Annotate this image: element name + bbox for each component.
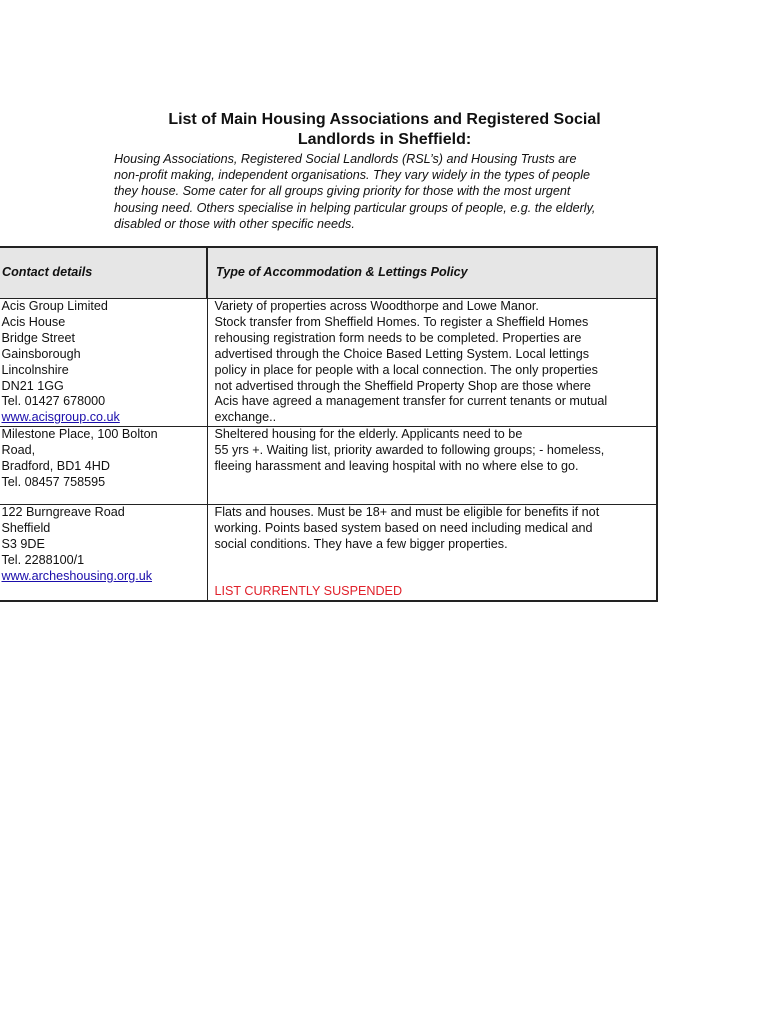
- contact-line: Tel. 2288100/1: [1, 552, 85, 567]
- intro-line: non-profit making, independent organisations. They vary widely in the types of people: [114, 168, 591, 183]
- policy-line: Acis have agreed a management transfer for current tenants or mutual: [214, 394, 608, 409]
- title-line: Landlords in Sheffield:: [297, 131, 472, 148]
- policy-line: rehousing registration form needs to be completed. Properties are: [214, 330, 582, 345]
- contact-line: Lincolnshire: [1, 362, 69, 377]
- intro-line: they house. Some cater for all groups giving priority for those with the most urgent: [114, 184, 571, 199]
- title-line: List of Main Housing Associations and Registered Social: [168, 111, 601, 128]
- policy-line: fleeing harassment and leaving hospital with no where else to go.: [214, 459, 579, 474]
- policy-line: social conditions. They have a few bigger properties.: [214, 537, 508, 552]
- housing-associations-table: [0, 246, 658, 602]
- policy-line: advertised through the Choice Based Letting System. Local lettings: [214, 346, 590, 361]
- policy-line: not advertised through the Sheffield Property Shop are those where: [214, 378, 591, 393]
- contact-line: Tel. 01427 678000: [1, 394, 106, 409]
- policy-line: Variety of properties across Woodthorpe and Lowe Manor.: [214, 299, 539, 313]
- spacer: [215, 553, 655, 584]
- policy-cell: [207, 299, 657, 427]
- policy-line: 55 yrs +. Waiting list, priority awarded to following groups; - homeless,: [214, 443, 605, 458]
- page-title: [112, 110, 657, 150]
- contact-line: Bridge Street: [1, 330, 76, 345]
- contact-line: 122 Burngreave Road: [1, 505, 125, 520]
- table-row: [0, 299, 657, 427]
- table-header-row: [0, 247, 657, 299]
- contact-cell: [0, 427, 207, 505]
- policy-cell: [207, 427, 657, 505]
- contact-line: Bradford, BD1 4HD: [1, 459, 110, 474]
- policy-line: exchange..: [214, 410, 277, 425]
- contact-line: S3 9DE: [1, 537, 45, 552]
- policy-line: policy in place for people with a local connection. The only properties: [214, 362, 598, 377]
- website-link[interactable]: www.archeshousing.org.uk: [1, 568, 153, 583]
- contact-line: Road,: [1, 443, 36, 458]
- policy-line: Stock transfer from Sheffield Homes. To register a Sheffield Homes: [214, 314, 589, 329]
- website-link[interactable]: www.acisgroup.co.uk: [1, 410, 120, 425]
- contact-cell: [0, 299, 207, 427]
- table-row: [0, 427, 657, 505]
- list-suspended-notice: LIST CURRENTLY SUSPENDED: [214, 583, 403, 598]
- header-contact-details: Contact details: [0, 247, 207, 299]
- intro-line: disabled or those with other specific needs.: [114, 216, 355, 231]
- policy-line: Flats and houses. Must be 18+ and must be eligible for benefits if not: [214, 505, 600, 520]
- contact-cell: [0, 505, 207, 601]
- contact-line: Acis House: [1, 314, 66, 329]
- contact-line: Acis Group Limited: [1, 299, 108, 313]
- contact-line: DN21 1GG: [1, 378, 64, 393]
- contact-line: Tel. 08457 758595: [1, 474, 106, 489]
- intro-line: Housing Associations, Registered Social Landlords (RSL’s) and Housing Trusts are: [114, 152, 577, 166]
- intro-line: housing need. Others specialise in helping particular groups of people, e.g. the elderly,: [114, 200, 596, 215]
- policy-line: working. Points based system based on need including medical and: [214, 521, 593, 536]
- table-row: [0, 505, 657, 601]
- header-accommodation-policy: Type of Accommodation & Lettings Policy: [207, 247, 657, 299]
- policy-cell: [207, 505, 657, 601]
- contact-line: Gainsborough: [1, 346, 81, 361]
- contact-line: Sheffield: [1, 521, 51, 536]
- intro-paragraph: [114, 151, 659, 232]
- policy-line: Sheltered housing for the elderly. Applicants need to be: [214, 427, 523, 442]
- contact-line: Milestone Place, 100 Bolton: [1, 427, 158, 442]
